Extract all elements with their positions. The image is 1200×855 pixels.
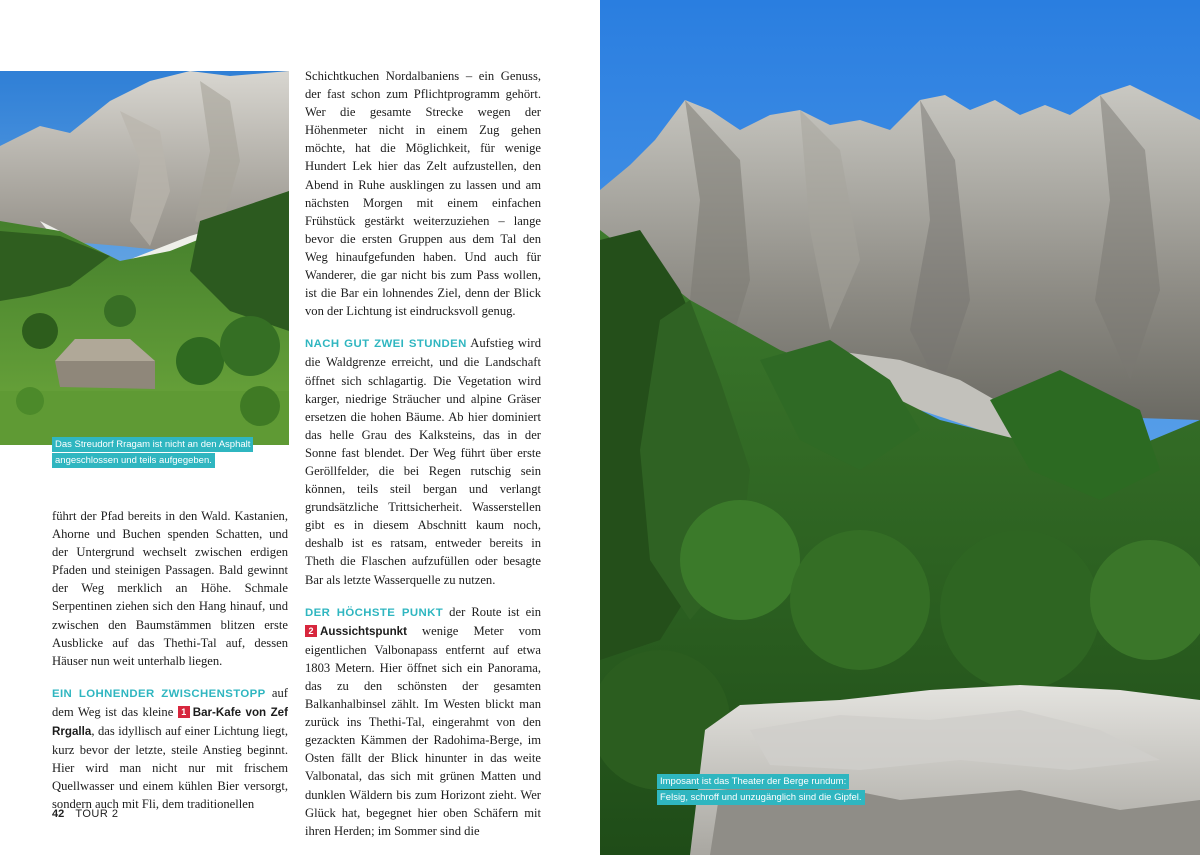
page-footer [52,808,118,820]
text-column-left [52,507,288,814]
right-page [600,0,1200,855]
section-name: TOUR 2 [75,808,119,820]
paragraph: Schichtkuchen Nordalbaniens – ein Genuss, der fast schon zum Pflichtprogramm gehört. Wer die gesamte Strecke wegen der Höhenmeter nicht in einem Zug gehen möchte, hat die Möglichkeit, für wenige Hundert Lek hier das Zelt aufzustellen, den Abend in Ruhe ausklingen zu lassen und am nächsten Morgen mit einem einfachen Frühstück gestärkt weiterzuziehen – lange bevor die ersten Gruppen aus dem Tal den Weg hinaufgefunden haben. Und auch für Wanderer, die gar nicht bis zum Pass wollen, ist die Bar ein lohnendes Ziel, denn der Blick von der Lichtung ist eindrucksvoll genug. [305,69,541,319]
paragraph [305,334,541,588]
photo-mountain-panorama [600,0,1200,855]
paragraph-text: Aufstieg wird die Waldgrenze erreicht, und die Landschaft öffnet sich schlagartig. Die Vegetation wird karger, niedrige Sträucher und alpine Gräser ersetzen die hohen Bäume. Ab hier dominiert das helle Grau des Kalksteins, das in der Sonne fast blendet. Der Weg führt über erste Geröllfelder, die bei Regen rutschig sein können, teils steil bergan und verlangt grundsätzliche Trittsicherheit. Wasserstellen gibt es in diesem Abschnitt kaum noch, deshalb ist es ratsam, entweder bereits in Theth die Flaschen aufzufüllen oder besagte Bar als letzte Wasserquelle zu nutzen. [305,336,542,587]
paragraph-text: auf dem Weg ist das kleine [52,685,288,719]
poi-marker-2: 2 [305,625,317,637]
section-lead: DER HÖCHSTE PUNKT [305,606,444,619]
caption-line: angeschlossen und teils aufgegeben. [52,453,215,468]
paragraph: führt der Pfad bereits in den Wald. Kastanien, Ahorne und Buchen spenden Schatten, und der Untergrund wechselt zwischen erdigen Pfaden und steinigen Passagen. Bald gewinnt der Weg merklich an Höhe. Schmale Serpentinen ziehen sich den Hang hinauf, und zwischen den Baumstämmen blitzen erste Ausblicke auf das Thethi-Tal auf, dessen Häuser nun weit unterhalb liegen. [52,509,288,668]
poi-marker-1: 1 [178,706,190,718]
caption-line: Felsig, schroff und unzugänglich sind die Gipfel. [657,790,865,805]
caption-line: Das Streudorf Rragam ist nicht an den Asphalt [52,437,253,452]
paragraph-text: der Route ist ein [443,604,541,619]
right-photo-caption [657,774,865,806]
page-number: 42 [52,808,65,820]
text-column-right [305,67,541,840]
paragraph [52,684,288,814]
poi-name: Aussichtspunkt [320,624,407,638]
poi-name: Bar-Kafe von Zef Rrgalla [52,705,288,739]
paragraph [305,603,541,840]
mountain-village-image [0,71,289,445]
photo-village-mountains [0,71,289,445]
left-photo-caption [52,437,253,469]
paragraph-text: wenige Meter vom eigentlichen Valbonapass entfernt auf etwa 1803 Metern. Hier öffnet sich ein Panorama, das zu den schönsten der gesamten Balkanhalbinsel zählt. Im Westen blickt man zurück ins Thethi-Tal, eingerahmt von den gezackten Kämmen der Radohima-Berge, im Osten fällt der Blick hinunter in das weite Valbonatal, das sich mit grünen Matten und dunklen Wäldern bis zum Horizont zieht. Wer Glück hat, begegnet hier oben Schäfern mit ihren Herden; im Sommer sind die [305,623,541,838]
mountain-panorama-image [600,0,1200,855]
paragraph-text: , das idyllisch auf einer Lichtung liegt, kurz bevor der letzte, steile Anstieg beginnt. Hier wird man nicht nur mit frischem Quellwasser und einem kühlen Bier versorgt, sondern auch mit Fli, dem traditionellen [52,724,288,812]
section-lead: NACH GUT ZWEI STUNDEN [305,338,467,351]
caption-line: Imposant ist das Theater der Berge rundum: [657,774,849,789]
section-lead: EIN LOHNENDER ZWISCHENSTOPP [52,687,266,700]
